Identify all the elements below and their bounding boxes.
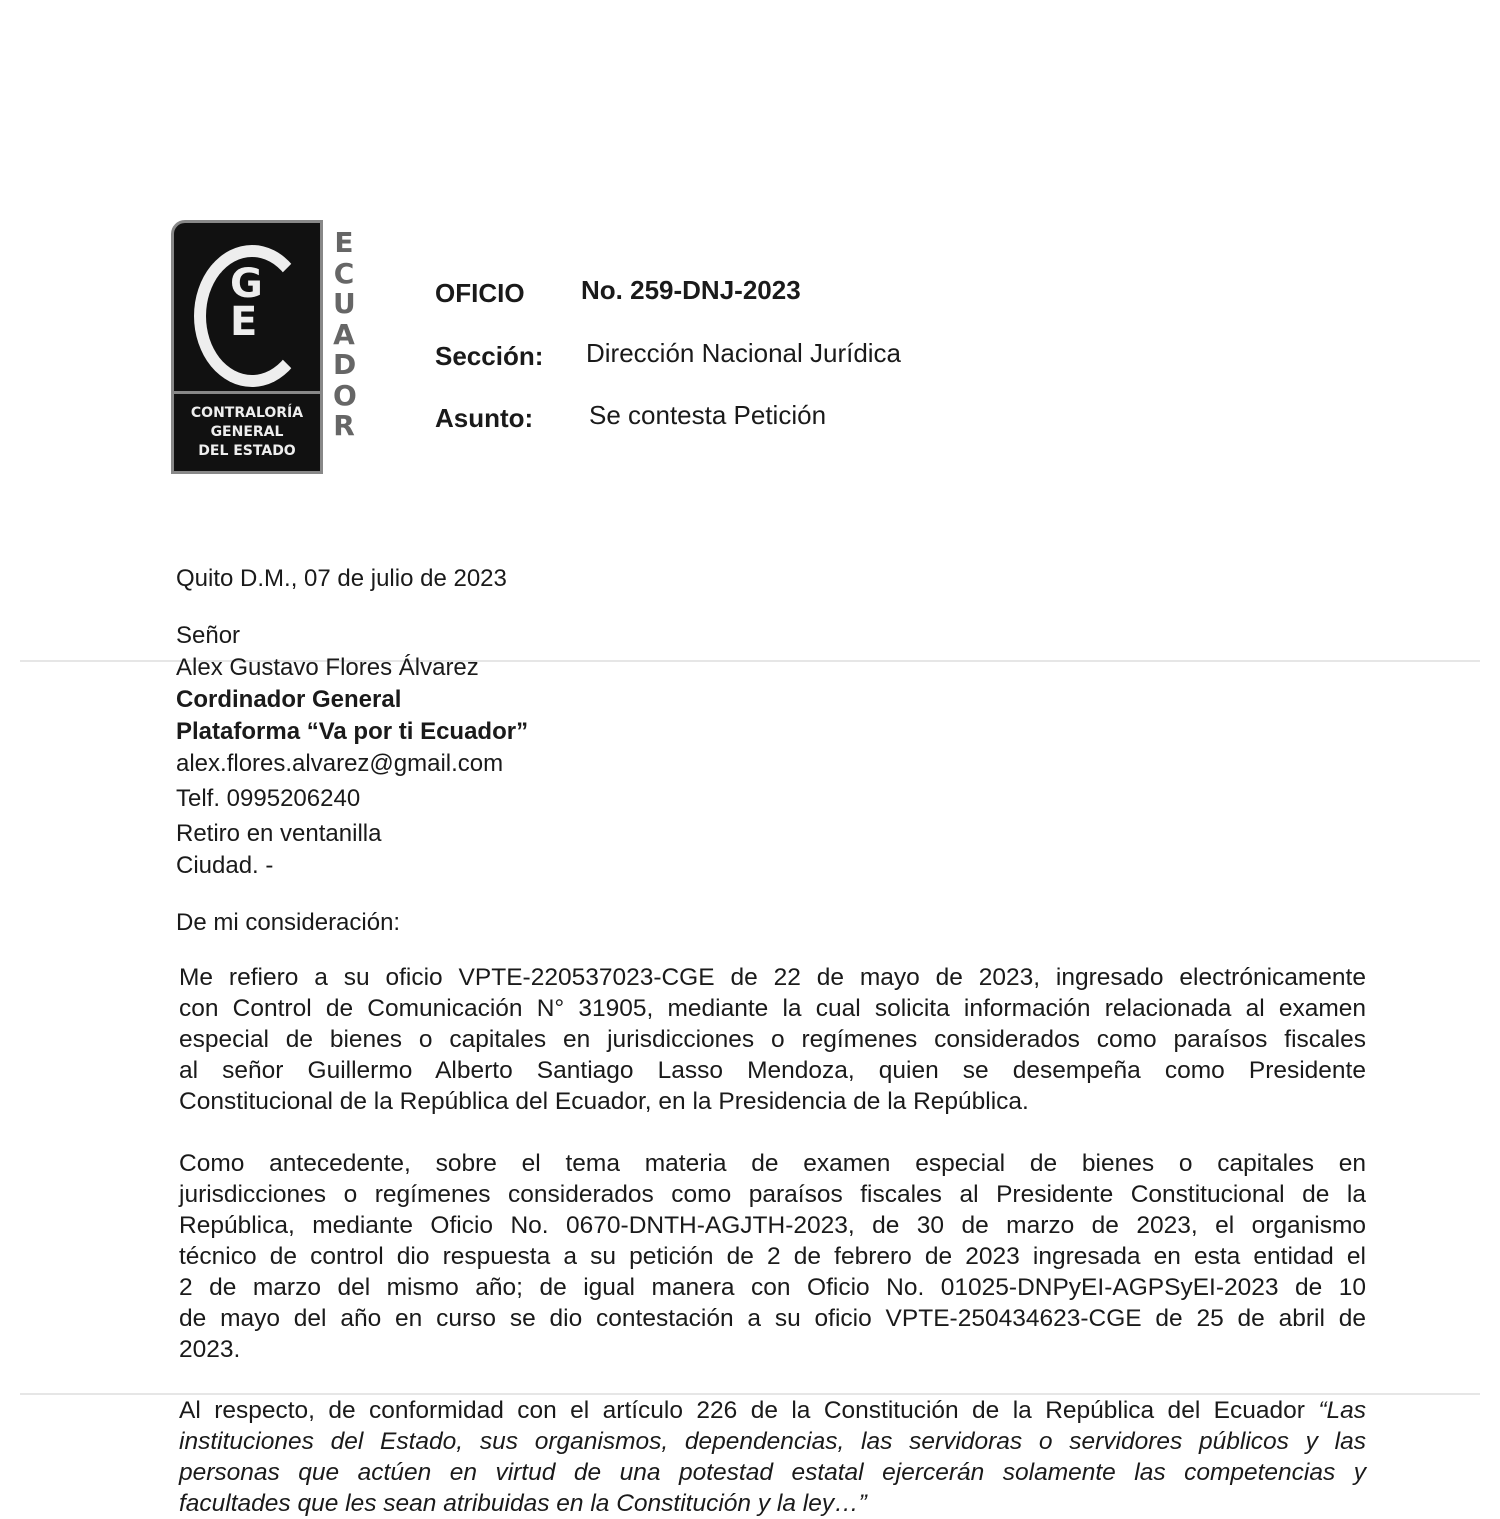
logo-text <box>174 391 320 461</box>
recipient-phone: Telf. 0995206240 <box>176 785 361 812</box>
paragraph-line: Constitucional de la República del Ecuador, en la Presidencia de la República. <box>179 1088 1029 1115</box>
paragraph-line: 2023. <box>179 1336 241 1363</box>
recipient-name: Alex Gustavo Flores Álvarez <box>176 654 479 681</box>
paragraph-3 <box>179 1395 1366 1519</box>
paragraph-line: de mayo del año en curso se dio contestación a su oficio VPTE-250434623-CGE de 25 de abril de <box>179 1305 1366 1332</box>
logo-country-letter: R <box>333 409 355 442</box>
recipient-org: Plataforma “Va por ti Ecuador” <box>176 718 529 745</box>
asunto-label: Asunto: <box>435 403 534 433</box>
letter-date: Quito D.M., 07 de julio de 2023 <box>176 565 507 592</box>
seccion-label: Sección: <box>435 341 544 371</box>
logo-key-icon: G E <box>230 261 263 345</box>
paragraph-2 <box>179 1148 1366 1365</box>
logo-line: CONTRALORÍA <box>190 405 304 421</box>
logo-country-letter: A <box>333 317 355 351</box>
logo-country-letter: U <box>333 287 356 320</box>
recipient-city: Ciudad. - <box>176 852 274 879</box>
asunto-value: Se contesta Petición <box>589 400 827 430</box>
paragraph-line: especial de bienes o capitales en jurisdicciones o regímenes considerados como paraísos fiscales <box>179 1026 1366 1053</box>
contraloria-logo <box>171 220 323 474</box>
p3-quote-line: facultades que les sean atribuidas en la Constitución y la ley…” <box>179 1490 867 1517</box>
logo-country-letter: O <box>333 378 357 412</box>
seccion-value: Dirección Nacional Jurídica <box>586 338 902 368</box>
paragraph-line: 2 de marzo del mismo año; de igual manera con Oficio No. 01025-DNPyEI-AGPSyEI-2023 de 10 <box>179 1274 1366 1301</box>
recipient-block <box>176 620 528 882</box>
oficio-label: OFICIO <box>435 278 525 308</box>
logo-country-letter: C <box>333 256 355 290</box>
p3-quote-line: instituciones del Estado, sus organismos, dependencias, las servidoras o servidores públicos y las <box>179 1428 1366 1455</box>
paragraph-line: técnico de control dio respuesta a su petición de 2 de febrero de 2023 ingresada en esta entidad el <box>179 1243 1366 1270</box>
logo-line: GENERAL <box>210 424 284 440</box>
p3-text: Al respecto, de conformidad con el artículo 226 de la Constitución de la República del Ecuador <box>179 1397 1319 1424</box>
logo-country-letter: E <box>334 226 354 259</box>
p3-quote-line: personas que actúen en virtud de una potestad estatal ejercerán solamente las competencias y <box>179 1459 1366 1486</box>
logo-country-letter: D <box>333 348 357 381</box>
paragraph-line: República, mediante Oficio No. 0670-DNTH-AGJTH-2023, de 30 de marzo de 2023, el organismo <box>179 1212 1366 1239</box>
paragraph-1 <box>179 962 1366 1117</box>
paragraph-line: Me refiero a su oficio VPTE-220537023-CGE de 22 de mayo de 2023, ingresado electrónicamente <box>179 964 1366 991</box>
recipient-email-link[interactable]: alex.flores.alvarez@gmail.com <box>176 750 504 777</box>
p3-quote-start: “Las <box>1318 1397 1366 1424</box>
paragraph-line: con Control de Comunicación N° 31905, mediante la cual solicita información relacionada al examen <box>179 995 1366 1022</box>
paragraph-line: jurisdicciones o regímenes considerados como paraísos fiscales al Presidente Constitucional de la <box>179 1181 1366 1208</box>
logo-country-vertical <box>333 228 355 442</box>
recipient-delivery: Retiro en ventanilla <box>176 820 382 847</box>
greeting: De mi consideración: <box>176 909 401 936</box>
logo-line: DEL ESTADO <box>198 443 296 459</box>
paragraph-line: Como antecedente, sobre el tema materia de examen especial de bienes o capitales en <box>179 1150 1366 1177</box>
recipient-salutation: Señor <box>176 622 241 649</box>
recipient-title: Cordinador General <box>176 686 402 713</box>
paragraph-line: al señor Guillermo Alberto Santiago Lasso Mendoza, quien se desempeña como Presidente <box>179 1057 1366 1084</box>
oficio-number: No. 259-DNJ-2023 <box>581 275 801 305</box>
